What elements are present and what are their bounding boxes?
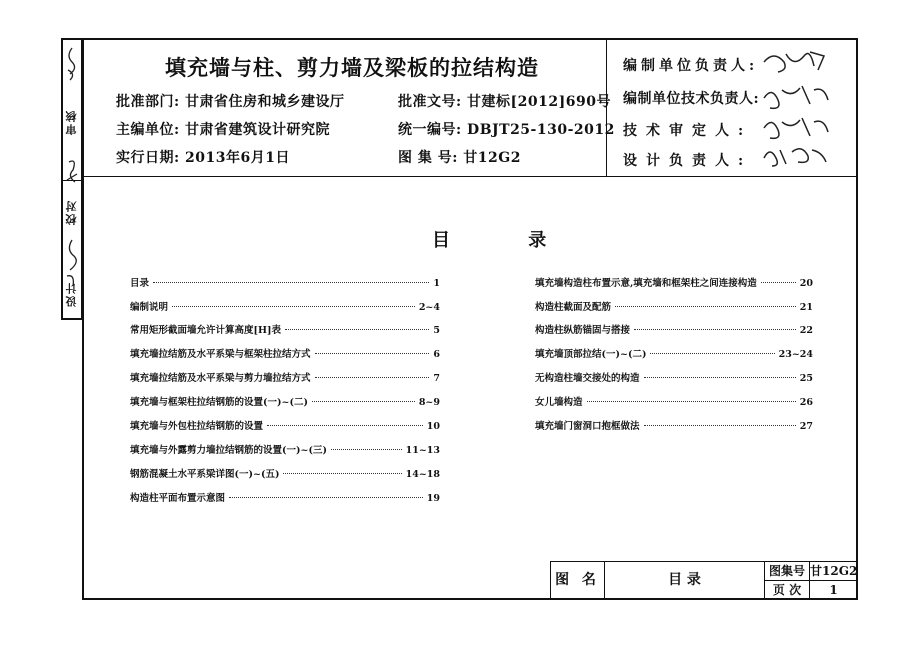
toc-item[interactable]: 目录 1 xyxy=(130,278,440,289)
approval-dept xyxy=(116,91,345,111)
toc-item[interactable]: 无构造柱墙交接处的构造 25 xyxy=(535,373,813,384)
tech-approver-label: 技术审定人: xyxy=(623,123,753,139)
toc-item[interactable]: 填充墙顶部拉结(一)~(二) 23~24 xyxy=(535,349,813,360)
side-label-review: 审核 xyxy=(65,109,78,135)
toc-item[interactable]: 填充墙拉结筋及水平系梁与框架柱拉结方式 6 xyxy=(130,349,440,360)
approval-no xyxy=(398,91,611,111)
toc-item[interactable]: 填充墙构造柱布置示意,填充墙和框架柱之间连接构造 20 xyxy=(535,278,813,289)
unified-no-label: 统一编号: xyxy=(398,122,462,138)
toc-item[interactable]: 钢筋混凝土水平系梁详图(一)~(五) 14~18 xyxy=(130,469,440,480)
unit-tech-head-label: 编制单位技术负责人: xyxy=(623,91,760,107)
toc-item[interactable]: 填充墙拉结筋及水平系梁与剪力墙拉结方式 7 xyxy=(130,373,440,384)
unit-head-label: 编制单位负责人: xyxy=(623,58,759,74)
atlas-no-cell-label: 图集号 xyxy=(768,564,805,578)
toc-item[interactable]: 常用矩形截面墙允许计算高度[H]表 5 xyxy=(130,325,440,336)
approval-no-label: 批准文号: xyxy=(398,94,462,110)
figure-name: 目 录 xyxy=(668,572,701,588)
toc-item[interactable]: 构造柱纵筋锚固与搭接 22 xyxy=(535,325,813,336)
atlas-no-label: 图 集 号: xyxy=(398,150,458,166)
side-signatures xyxy=(63,40,81,318)
toc-item[interactable]: 构造柱平面布置示意图 19 xyxy=(130,493,440,504)
atlas-no-value: 甘12G2 xyxy=(463,150,521,166)
effective-date-value: 2013年6月1日 xyxy=(185,150,290,166)
responsible-signatures xyxy=(758,46,848,170)
toc-item[interactable]: 填充墙与外露剪力墙拉结钢筋的设置(一)~(三) 11~13 xyxy=(130,445,440,456)
side-label-proofread: 校对 xyxy=(65,199,78,225)
toc-heading: 目 录 xyxy=(432,230,583,251)
chief-editor-unit xyxy=(116,119,330,139)
effective-date-label: 实行日期: xyxy=(116,150,180,166)
approval-dept-value: 甘肃省住房和城乡建设厅 xyxy=(185,94,345,110)
toc-item[interactable]: 女儿墙构造 26 xyxy=(535,397,813,408)
toc-item[interactable]: 填充墙门窗洞口抱框做法 27 xyxy=(535,421,813,432)
atlas-no xyxy=(398,147,521,167)
chief-editor-value: 甘肃省建筑设计研究院 xyxy=(185,122,331,138)
toc-item[interactable]: 填充墙与框架柱拉结钢筋的设置(一)~(二) 8~9 xyxy=(130,397,440,408)
page-cell-value: 1 xyxy=(829,583,838,597)
unified-no-value: DBJT25-130-2012 xyxy=(467,122,615,138)
drawing-title: 填充墙与柱、剪力墙及梁板的拉结构造 xyxy=(165,55,539,80)
toc-item[interactable]: 编制说明 2~4 xyxy=(130,302,440,313)
page-cell-label: 页 次 xyxy=(772,583,802,597)
atlas-no-cell-value: 甘12G2 xyxy=(810,564,858,578)
figure-name-label: 图 名 xyxy=(555,572,600,588)
design-lead-label: 设计负责人: xyxy=(623,153,753,169)
approval-dept-label: 批准部门: xyxy=(116,94,180,110)
effective-date xyxy=(116,147,290,167)
chief-editor-label: 主编单位: xyxy=(116,122,180,138)
approval-no-value: 甘建标[2012]690号 xyxy=(467,94,611,110)
side-label-design: 设计 xyxy=(65,281,78,307)
unified-no xyxy=(398,119,615,139)
header-bottom-line xyxy=(83,176,857,177)
toc-item[interactable]: 填充墙与外包柱拉结钢筋的设置 10 xyxy=(130,421,440,432)
toc-item[interactable]: 构造柱截面及配筋 21 xyxy=(535,302,813,313)
